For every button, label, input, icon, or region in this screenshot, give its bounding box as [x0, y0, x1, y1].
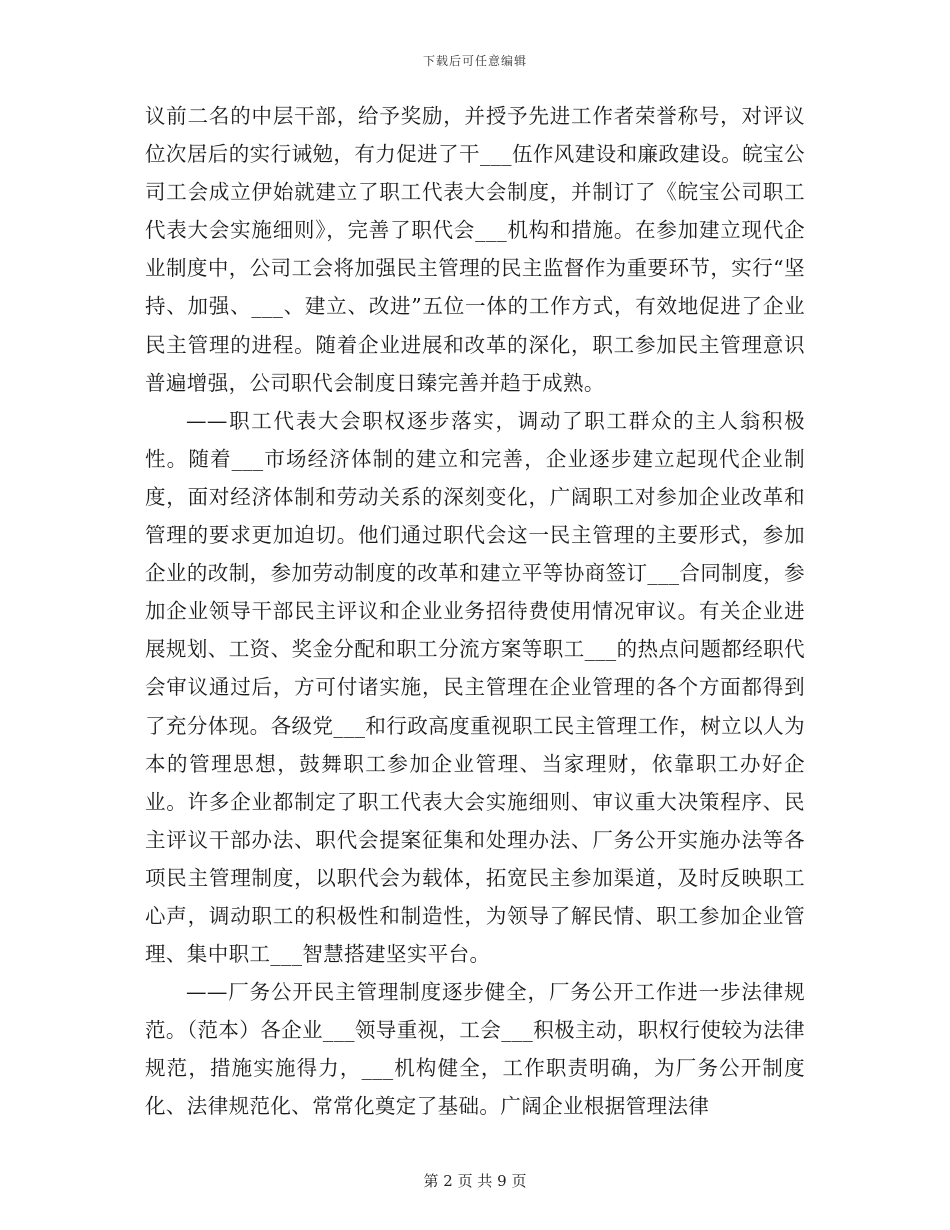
page-number: 第 2 页 共 9 页 — [423, 1172, 527, 1190]
page-header: 下载后可任意编辑 — [422, 54, 527, 68]
paragraph-workers-congress: ——职工代表大会职权逐步落实，调动了职工群众的主人翁积极性。随着___市场经济体制的建立和完善，企业逐步建立起现代企业制度，面对经济体制和劳动关系的深刻变化，广阔职工对参加企业改革和管理的要求更加迫切。他们通过职代会这一民主管理的主要形式，参加企业的改制，参加劳动制度的改革和建立平等协商签订___合同制度，参加企业领导干部民主评议和企业业务招待费使用情况审议。有关企业进展规划、工资、奖金分配和职工分流方案等职工___的热点问题都经职代会审议通过后，方可付诸实施，民主管理在企业管理的各个方面都得到了充分体现。各级党___和行政高度重视职工民主管理工作，树立以人为本的管理思想，鼓舞职工参加企业管理、当家理财，依靠职工办好企业。许多企业都制定了职工代表大会实施细则、审议重大决策程序、民主评议干部办法、职代会提案征集和处理办法、厂务公开实施办法等各项民主管理制度，以职代会为载体，拓宽民主参加渠道，及时反映职工心声，调动职工的积极性和制造性，为领导了解民情、职工参加企业管理、集中职工___智慧搭建坚实平台。 — [145, 408, 805, 967]
paragraph-factory-affairs: ——厂务公开民主管理制度逐步健全，厂务公开工作进一步法律规范。（范本）各企业___领导重视，工会___积极主动，职权行使较为法律规范，措施实施得力，___机构健全，工作职责明确，为厂务公开制度化、法律规范化、常常化奠定了基础。广阔企业根据管理法律 — [145, 980, 805, 1119]
paragraph-continuation: 议前二名的中层干部，给予奖励，并授予先进工作者荣誉称号，对评议位次居后的实行诫勉，有力促进了干___伍作风建设和廉政建设。皖宝公司工会成立伊始就建立了职工代表大会制度，并制订了《皖宝公司职工代表大会实施细则》，完善了职代会___机构和措施。在参加建立现代企业制度中，公司工会将加强民主管理的民主监督作为重要环节，实行“坚持、加强、___、建立、改进”五位一体的工作方式，有效地促进了企业民主管理的进程。随着企业进展和改革的深化，职工参加民主管理意识普遍增强，公司职代会制度日臻完善并趋于成熟。 — [145, 104, 805, 395]
document-body — [145, 97, 805, 1126]
